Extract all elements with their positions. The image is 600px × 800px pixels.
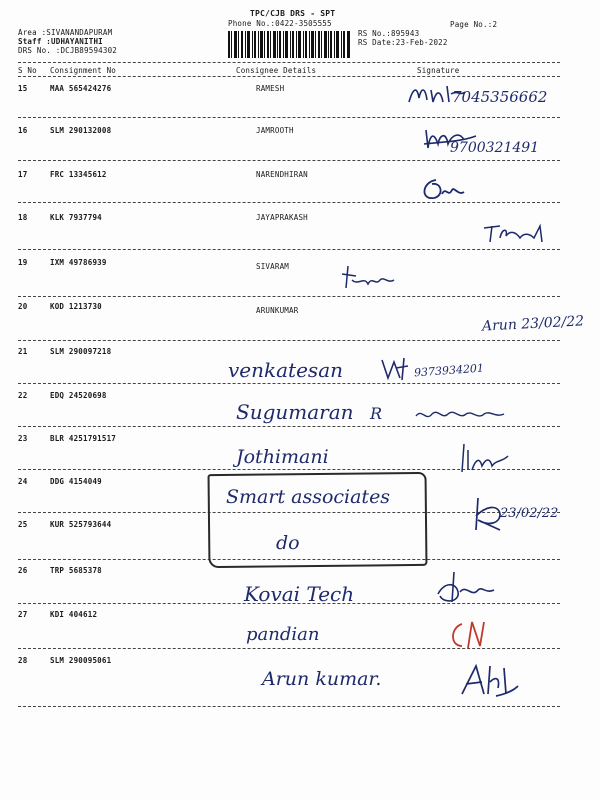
row-consignee: NARENDHIRAN [256,170,308,179]
row-divider [18,426,560,427]
signature-scribble [418,176,468,204]
handwritten-name: Kovai Tech [244,582,355,606]
signature-scribble [446,616,492,656]
row-consignment: TRP 5685378 [50,566,102,575]
row-consignment: SLM 290132008 [50,126,112,135]
row-sno: 16 [18,126,28,135]
row-consignment: KOD 1213730 [50,302,102,311]
row-consignment: EDQ 24520698 [50,391,107,400]
row-consignment: KLK 7937794 [50,213,102,222]
row-sno: 26 [18,566,28,575]
col-header-sno: S No [18,66,37,75]
col-header-consignee: Consignee Details [236,66,317,75]
row-consignment: SLM 290095061 [50,656,112,665]
row-consignment: FRC 13345612 [50,170,107,179]
handwritten-initial: R [370,404,383,423]
row-consignee: JAYAPRAKASH [256,213,308,222]
signature-scribble [458,440,516,476]
row-consignment: BLR 4251791517 [50,434,117,443]
row-consignment: MAA 565424276 [50,84,112,93]
row-sno: 23 [18,434,28,443]
header-info-left [18,28,117,55]
row-divider [18,340,560,341]
handwritten-name: venkatesan [228,358,343,382]
row-sno: 27 [18,610,28,619]
row-consignee: ARUNKUMAR [256,306,299,315]
row-divider [18,249,560,250]
signature-scribble [338,262,400,292]
row-consignment: KDI 404612 [50,610,98,619]
divider [18,76,560,77]
signature-scribble [456,660,522,700]
divider [18,62,560,63]
row-divider [18,117,560,118]
signature-scribble [378,354,412,384]
row-sno: 20 [18,302,28,311]
col-header-consignment: Consignment No [50,66,117,75]
header-info-right [358,29,448,47]
handwritten-phone: 7045356662 [452,88,548,106]
row-divider [18,383,560,384]
handwritten-name: Sugumaran [236,400,354,424]
row-sno: 21 [18,347,28,356]
phone-number: Phone No.:0422-3505555 [228,19,332,28]
sheet-title: TPC/CJB DRS - SPT [250,9,336,18]
row-divider [18,202,560,203]
handwritten-phone: 9373934201 [413,361,485,380]
page-number: Page No.:2 [450,20,498,29]
rs-number: RS No.:895943 [358,29,420,38]
drs-number: DRS No. :DCJB89594302 [18,46,118,55]
handwritten-date: 23/02/22 [500,506,559,521]
handwritten-date: Arun 23/02/22 [481,313,585,335]
area-label: Area :SIVANANDAPURAM [18,28,113,37]
row-sno: 24 [18,477,28,486]
handwritten-name: Jothimani [236,446,329,468]
row-sno: 22 [18,391,28,400]
barcode [228,31,350,58]
row-consignment: IXM 49786939 [50,258,107,267]
handwritten-phone: 9700321491 [450,140,540,156]
row-sno: 19 [18,258,28,267]
signature-scribble [412,402,508,426]
row-consignee: RAMESH [256,84,285,93]
row-divider [18,296,560,297]
row-sno: 15 [18,84,28,93]
row-sno: 25 [18,520,28,529]
row-consignee: SIVARAM [256,262,290,271]
col-header-signature: Signature [417,66,460,75]
handwritten-name: Arun kumar. [262,668,382,690]
row-divider [18,160,560,161]
row-sno: 28 [18,656,28,665]
row-consignee: JAMROOTH [256,126,294,135]
rs-date: RS Date:23-Feb-2022 [358,38,448,47]
handwritten-name: pandian [246,624,320,645]
handwritten-ditto: do [276,532,300,554]
row-consignment: SLM 290097218 [50,347,112,356]
row-consignment: KUR 525793644 [50,520,112,529]
signature-scribble [430,568,500,608]
row-sno: 17 [18,170,28,179]
row-consignment: DDG 4154049 [50,477,102,486]
staff-label: Staff :UDHAYANITHI [18,37,103,46]
row-sno: 18 [18,213,28,222]
handwritten-company: Smart associates [226,486,391,508]
signature-scribble [480,220,550,248]
row-divider [18,706,560,707]
